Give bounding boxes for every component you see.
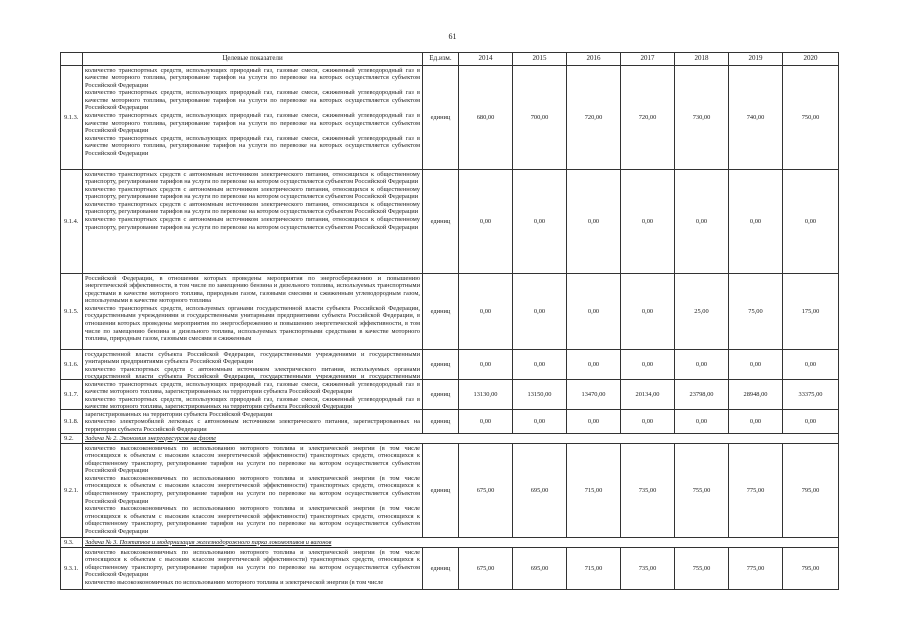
value-cell: 13130,00 bbox=[459, 380, 513, 410]
row-code: 9.1.5. bbox=[61, 274, 83, 350]
value-cell: 0,00 bbox=[783, 410, 839, 434]
value-cell: 755,00 bbox=[675, 548, 729, 590]
value-cell: 730,00 bbox=[675, 66, 729, 170]
value-cell: 0,00 bbox=[675, 410, 729, 434]
value-cell: 740,00 bbox=[729, 66, 783, 170]
value-cell: 0,00 bbox=[729, 410, 783, 434]
unit-cell: единиц bbox=[423, 170, 459, 274]
table-body bbox=[61, 66, 839, 590]
value-cell: 775,00 bbox=[729, 548, 783, 590]
value-cell: 0,00 bbox=[513, 170, 567, 274]
value-cell: 0,00 bbox=[567, 274, 621, 350]
value-cell: 20134,00 bbox=[621, 380, 675, 410]
value-cell: 0,00 bbox=[459, 410, 513, 434]
indicator-text: количество транспортных средств, используемых органами государственной власти субъекта Российской Федерации, государственными учреждениями и государственными унитарными предприятиями субъекта Российской Федерации, в отношении которых проведены мероприятия по энергосбережению и повышению энергетической эффективности, в том числе по замещению бензина и дизельного топлива, используемых транспортными средствами в качестве моторного топлива, природным газом, газовыми смесями и сжиженным bbox=[85, 304, 420, 343]
unit-cell: единиц bbox=[423, 410, 459, 434]
table-row bbox=[61, 350, 839, 380]
row-code: 9.2.1. bbox=[61, 444, 83, 538]
indicator-text: зарегистрированных на территории субъекта Российской Федерации bbox=[85, 410, 273, 418]
column-header: 2017 bbox=[621, 53, 675, 66]
table-row bbox=[61, 410, 839, 434]
value-cell: 775,00 bbox=[729, 444, 783, 538]
value-cell: 680,00 bbox=[459, 66, 513, 170]
row-code: 9.3.1. bbox=[61, 548, 83, 590]
value-cell: 700,00 bbox=[513, 66, 567, 170]
value-cell: 0,00 bbox=[459, 170, 513, 274]
page-number: 61 bbox=[448, 32, 457, 41]
value-cell: 0,00 bbox=[675, 170, 729, 274]
indicator-description bbox=[83, 170, 423, 274]
table-row bbox=[61, 444, 839, 538]
row-code: 9.2. bbox=[61, 434, 83, 444]
value-cell: 675,00 bbox=[459, 444, 513, 538]
value-cell: 720,00 bbox=[621, 66, 675, 170]
value-cell: 0,00 bbox=[729, 170, 783, 274]
indicator-description bbox=[83, 350, 423, 380]
value-cell: 0,00 bbox=[567, 170, 621, 274]
task-row bbox=[61, 538, 839, 548]
value-cell: 695,00 bbox=[513, 548, 567, 590]
value-cell: 0,00 bbox=[513, 350, 567, 380]
value-cell: 695,00 bbox=[513, 444, 567, 538]
row-code: 9.1.6. bbox=[61, 350, 83, 380]
unit-cell: единиц bbox=[423, 548, 459, 590]
column-header: 2014 bbox=[459, 53, 513, 66]
indicator-text: количество электромобилей легковых с автономным источником электрического питания, зарегистрированных на территории субъекта Российской Федерации bbox=[85, 418, 420, 433]
value-cell: 0,00 bbox=[783, 350, 839, 380]
value-cell: 23798,00 bbox=[675, 380, 729, 410]
row-code: 9.1.3. bbox=[61, 66, 83, 170]
value-cell: 735,00 bbox=[621, 444, 675, 538]
column-header: Ед.изм. bbox=[423, 53, 459, 66]
value-cell: 735,00 bbox=[621, 548, 675, 590]
indicator-description bbox=[83, 380, 423, 410]
value-cell: 0,00 bbox=[513, 410, 567, 434]
value-cell: 13470,00 bbox=[567, 380, 621, 410]
indicator-text: количество транспортных средств с автономным источником электрического питания, используемых органами государственной власти субъекта Российской Федерации, государственными учреждениями и государственными bbox=[85, 365, 420, 379]
indicator-text: государственной власти субъекта Российской Федерации, государственными учреждениями и государственными унитарными предприятиями субъекта Российской Федерации bbox=[85, 350, 420, 366]
unit-cell: единиц bbox=[423, 350, 459, 380]
value-cell: 33375,00 bbox=[783, 380, 839, 410]
value-cell: 0,00 bbox=[783, 170, 839, 274]
indicator-text: количество транспортных средств с автономным источником электрического питания, относящихся к общественному транспорту, регулирование тарифов на услуги по перевозке на котором осуществляется субъектом Российской Федерации bbox=[85, 200, 420, 216]
indicator-text: количество высокоэкономичных по использованию моторного топлива и электрической энергии (в том числе bbox=[85, 578, 384, 586]
value-cell: 75,00 bbox=[729, 274, 783, 350]
indicator-text: Российской Федерации, в отношении которых проведены мероприятия по энергосбережению и повышению энергетической эффективности, в том числе по замещению бензина и дизельного топлива, используемых транспортными средствами в качестве моторного топлива, природным газом, газовыми смесями и сжиженным углеводородным газом, используемыми в качестве моторного топлива bbox=[85, 274, 420, 305]
row-code: 9.1.4. bbox=[61, 170, 83, 274]
indicator-text: количество высокоэкономичных по использованию моторного топлива и электрической энергии (в том числе относящихся к объектам с высоким классом энергетической эффективности) транспортных средств, относящихся к общественному транспорту, регулирование тарифов на услуги по перевозке на котором осуществляется субъектом Российской Федерации bbox=[85, 474, 420, 505]
unit-cell: единиц bbox=[423, 274, 459, 350]
unit-cell: единиц bbox=[423, 66, 459, 170]
indicator-text: количество транспортных средств, использующих природный газ, газовые смеси, сжиженный углеводородный газ в качестве моторного топлива, зарегистрированных на территории субъекта Российской Федерации bbox=[85, 380, 420, 396]
value-cell: 795,00 bbox=[783, 444, 839, 538]
value-cell: 0,00 bbox=[621, 170, 675, 274]
indicator-text: количество высокоэкономичных по использованию моторного топлива и электрической энергии (в том числе относящихся к объектам с высоким классом энергетической эффективности) транспортных средств, относящихся к общественному транспорту, регулирование тарифов на услуги по перевозке на котором осуществляется субъектом Российской Федерации bbox=[85, 444, 420, 475]
indicators-table bbox=[60, 52, 839, 590]
value-cell: 755,00 bbox=[675, 444, 729, 538]
indicator-text: количество высокоэкономичных по использованию моторного топлива и электрической энергии (в том числе относящихся к объектам с высоким классом энергетической эффективности) транспортных средств, относящихся к общественному транспорту, регулирование тарифов на услуги по перевозке на котором осуществляется субъектом Российской Федерации bbox=[85, 505, 420, 536]
column-header: 2019 bbox=[729, 53, 783, 66]
value-cell: 0,00 bbox=[621, 350, 675, 380]
value-cell: 0,00 bbox=[567, 350, 621, 380]
indicator-text: количество транспортных средств, использующих природный газ, газовые смеси, сжиженный углеводородный газ в качестве моторного топлива, регулирование тарифов на услуги по перевозке на которых осуществляется субъектом Российской Федерации bbox=[85, 89, 420, 112]
indicator-text: количество высокоэкономичных по использованию моторного топлива и электрической энергии (в том числе относящихся к объектам с высоким классом энергетической эффективности) транспортных средств, относящихся к общественному транспорту, регулирование тарифов на услуги по перевозке на котором осуществляется субъектом Российской Федерации bbox=[85, 548, 420, 579]
value-cell: 0,00 bbox=[459, 274, 513, 350]
value-cell: 25,00 bbox=[675, 274, 729, 350]
indicator-description bbox=[83, 410, 423, 434]
table-row bbox=[61, 380, 839, 410]
value-cell: 715,00 bbox=[567, 444, 621, 538]
indicator-description bbox=[83, 274, 423, 350]
row-code: 9.1.8. bbox=[61, 410, 83, 434]
task-title: Задача № 2. Экономия энергоресурсов на флоте bbox=[83, 434, 839, 444]
column-header: 2015 bbox=[513, 53, 567, 66]
column-header: Целевые показатели bbox=[83, 53, 423, 66]
value-cell: 720,00 bbox=[567, 66, 621, 170]
value-cell: 0,00 bbox=[675, 350, 729, 380]
column-header: 2016 bbox=[567, 53, 621, 66]
indicator-text: количество транспортных средств с автономным источником электрического питания, относящихся к общественному транспорту, регулирование тарифов на услуги по перевозке на котором осуществляется субъектом Российской Федерации bbox=[85, 185, 420, 201]
column-header: 2020 bbox=[783, 53, 839, 66]
indicator-text: количество транспортных средств с автономным источником электрического питания, относящихся к общественному транспорту, регулирование тарифов на услуги по перевозке на котором осуществляется субъектом Российской Федерации bbox=[85, 216, 420, 231]
unit-cell: единиц bbox=[423, 444, 459, 538]
value-cell: 0,00 bbox=[459, 350, 513, 380]
indicator-text: количество транспортных средств, использующих природный газ, газовые смеси, сжиженный углеводородный газ в качестве моторного топлива, регулирование тарифов на услуги по перевозке на которых осуществляется субъектом Российской Федерации bbox=[85, 134, 420, 158]
table-row bbox=[61, 170, 839, 274]
value-cell: 0,00 bbox=[621, 274, 675, 350]
value-cell: 750,00 bbox=[783, 66, 839, 170]
value-cell: 795,00 bbox=[783, 548, 839, 590]
value-cell: 28948,00 bbox=[729, 380, 783, 410]
indicator-description bbox=[83, 444, 423, 538]
table-row bbox=[61, 274, 839, 350]
value-cell: 0,00 bbox=[513, 274, 567, 350]
table-row bbox=[61, 66, 839, 170]
indicator-text: количество транспортных средств, использующих природный газ, газовые смеси, сжиженный углеводородный газ в качестве моторного топлива, регулирование тарифов на услуги по перевозке на которых осуществляется субъектом Российской Федерации bbox=[85, 66, 420, 89]
task-title: Задача № 3. Поэтапное и модернизация железнодорожного парка локомотивов и вагонов bbox=[83, 538, 839, 548]
unit-cell: единиц bbox=[423, 380, 459, 410]
indicator-text: количество транспортных средств, использующих природный газ, газовые смеси, сжиженный углеводородный газ в качестве моторного топлива, регулирование тарифов на услуги по перевозке на которых осуществляется субъектом Российской Федерации bbox=[85, 112, 420, 135]
column-header bbox=[61, 53, 83, 66]
table-header-row bbox=[61, 53, 839, 66]
task-row bbox=[61, 434, 839, 444]
row-code: 9.1.7. bbox=[61, 380, 83, 410]
value-cell: 675,00 bbox=[459, 548, 513, 590]
indicator-description bbox=[83, 66, 423, 170]
indicator-text: количество транспортных средств, использующих природный газ, газовые смеси, сжиженный углеводородный газ в качестве моторного топлива, зарегистрированных на территории субъекта Российской Федерации bbox=[85, 395, 420, 409]
value-cell: 0,00 bbox=[567, 410, 621, 434]
column-header: 2018 bbox=[675, 53, 729, 66]
table-row bbox=[61, 548, 839, 590]
value-cell: 0,00 bbox=[729, 350, 783, 380]
value-cell: 0,00 bbox=[621, 410, 675, 434]
value-cell: 715,00 bbox=[567, 548, 621, 590]
value-cell: 175,00 bbox=[783, 274, 839, 350]
indicator-text: количество транспортных средств с автономным источником электрического питания, относящихся к общественному транспорту, регулирование тарифов на услуги по перевозке на котором осуществляется субъектом Российской Федерации bbox=[85, 170, 420, 186]
row-code: 9.3. bbox=[61, 538, 83, 548]
indicator-description bbox=[83, 548, 423, 590]
value-cell: 13150,00 bbox=[513, 380, 567, 410]
